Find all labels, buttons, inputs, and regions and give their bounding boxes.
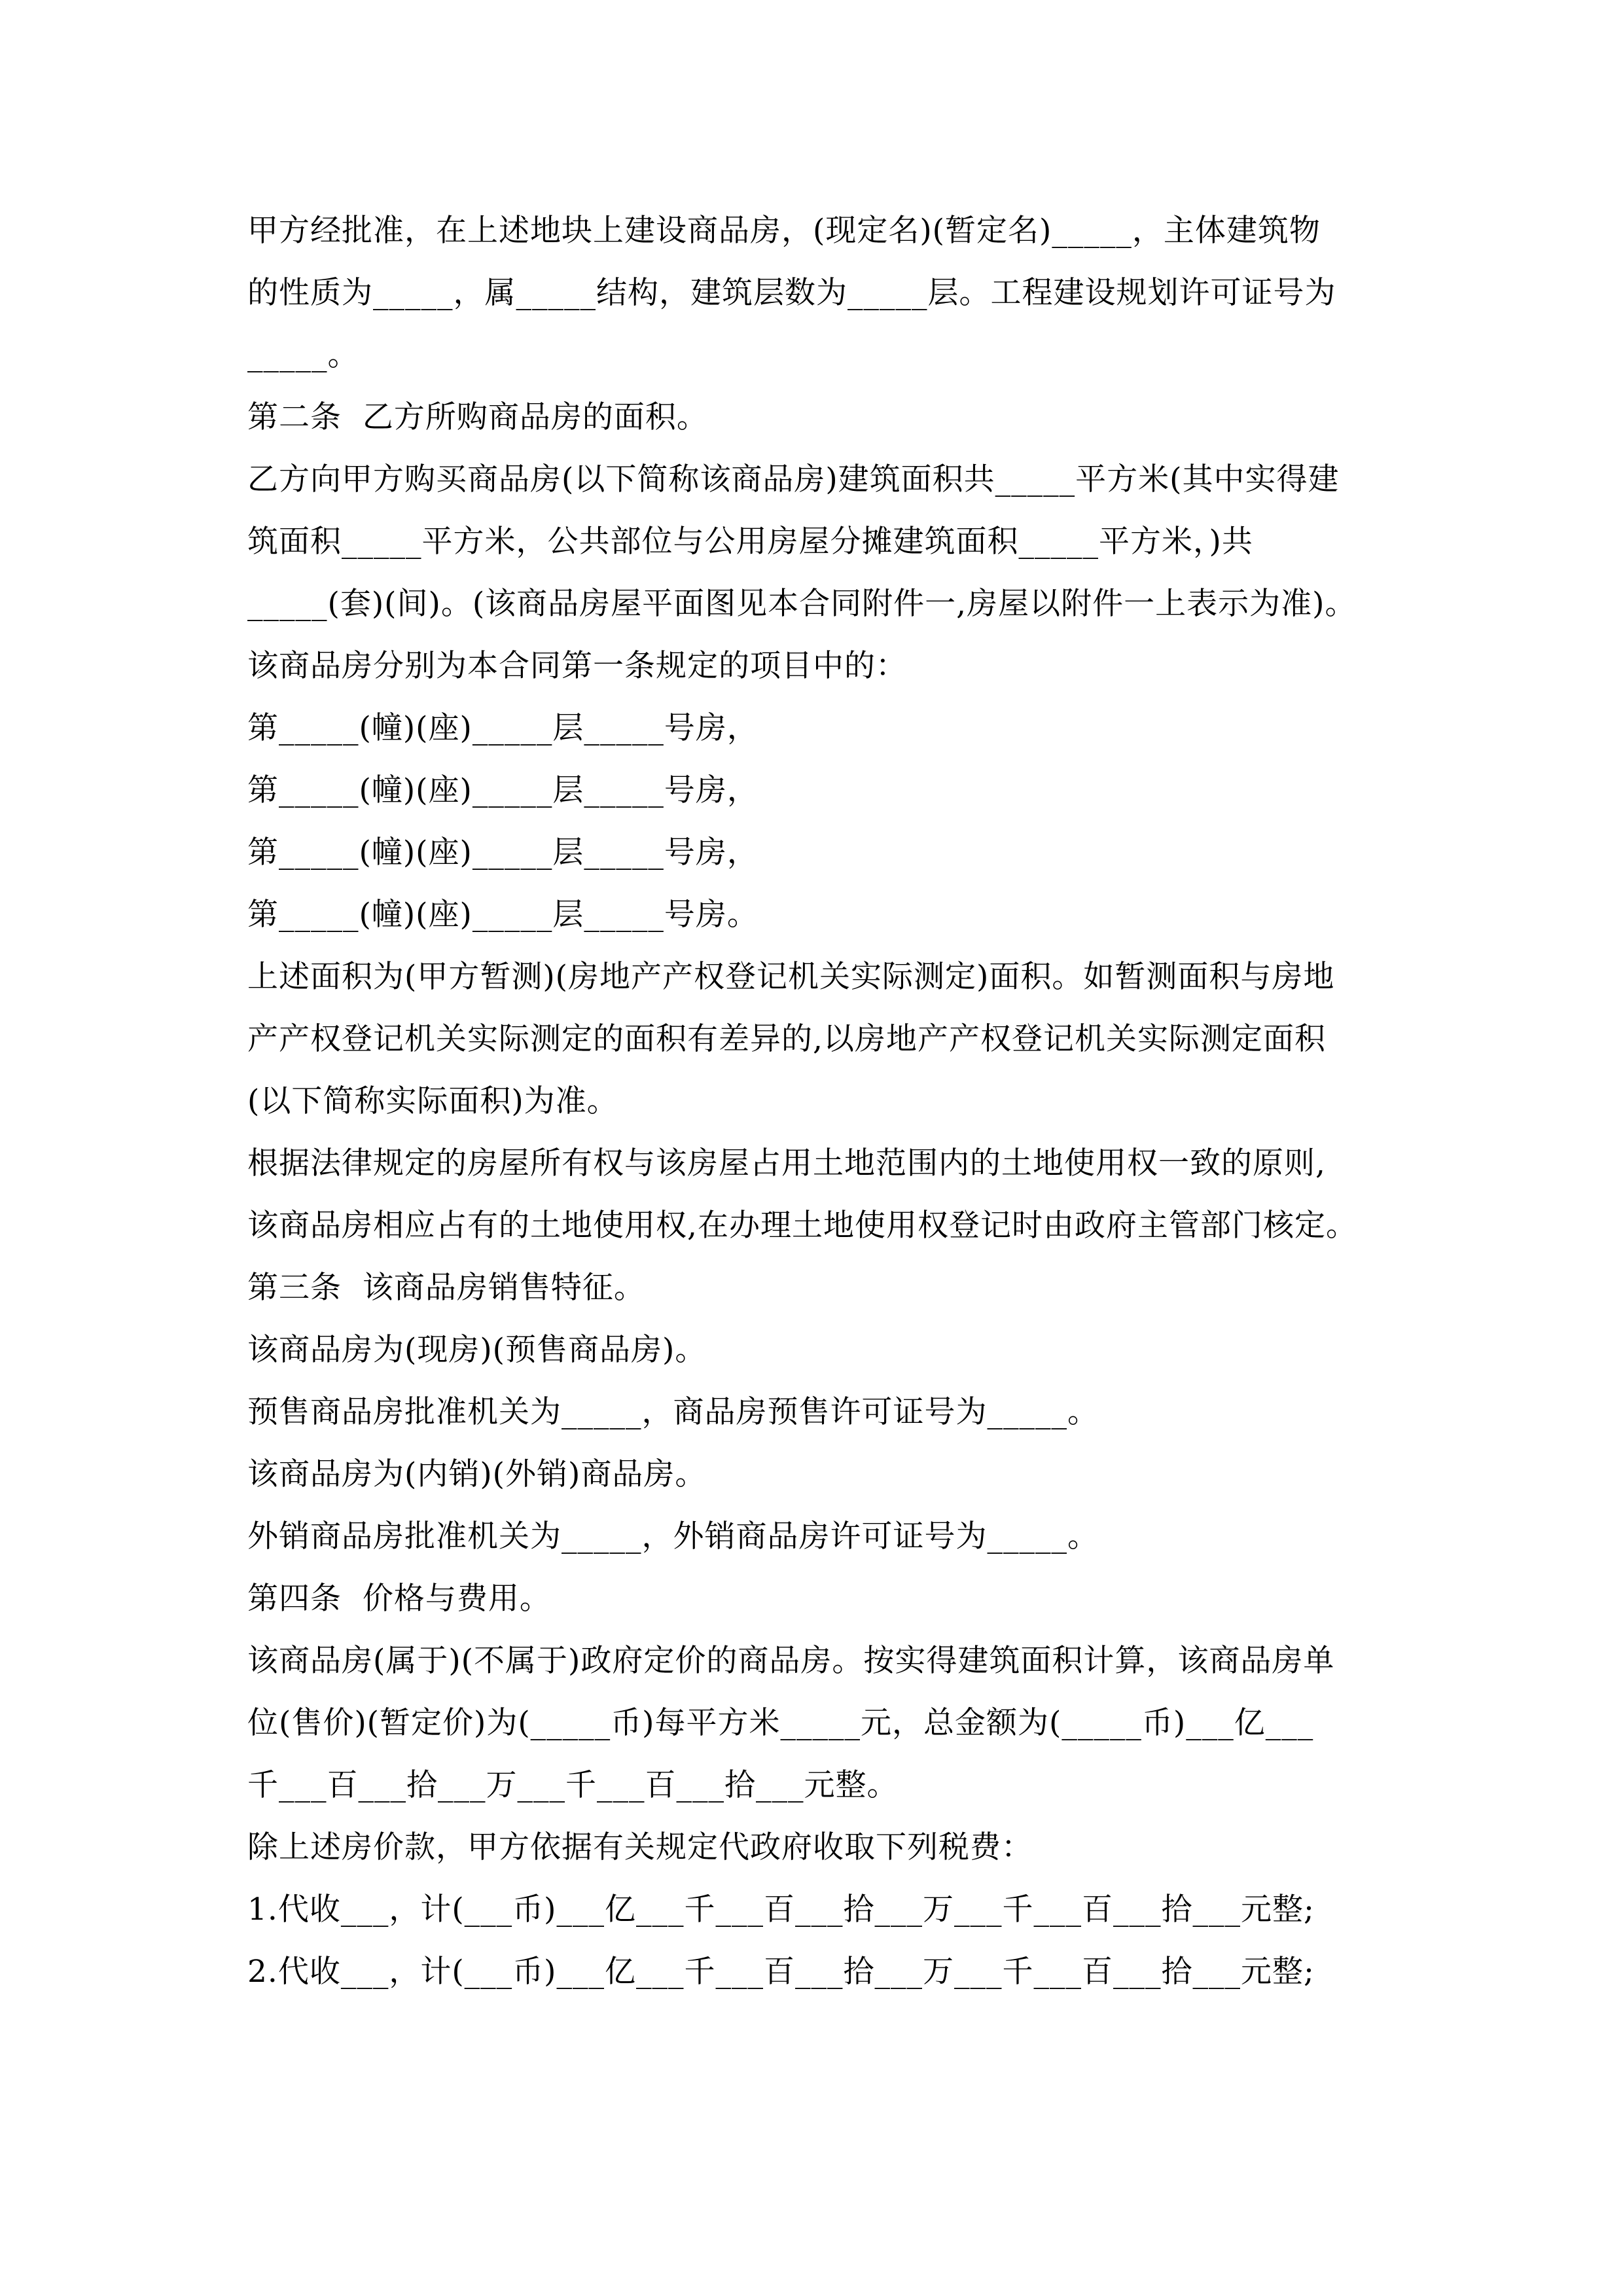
article-heading: 第三条 该商品房销售特征。 — [247, 1270, 645, 1306]
text-line: 第_____(幢)(座)_____层_____号房， — [247, 710, 758, 746]
text-line: 第_____(幢)(座)_____层_____号房， — [247, 772, 758, 808]
text-line: 外销商品房批准机关为_____，外销商品房许可证号为_____。 — [247, 1518, 1099, 1554]
text-line: 的性质为_____，属_____结构，建筑层数为_____层。工程建设规划许可证号为 — [247, 275, 1336, 311]
text-line: 乙方向甲方购买商品房(以下简称该商品房)建筑面积共_____平方米(其中实得建 — [247, 461, 1340, 497]
text-line: _____(套)(间)。(该商品房屋平面图见本合同附件一,房屋以附件一上表示为准)。 — [247, 586, 1357, 622]
text-line: (以下简称实际面积)为准。 — [247, 1083, 618, 1119]
text-line: 该商品房(属于)(不属于)政府定价的商品房。按实得建筑面积计算，该商品房单 — [247, 1643, 1335, 1679]
text-line: 千___百___拾___万___千___百___拾___元整。 — [247, 1767, 899, 1803]
text-line: 根据法律规定的房屋所有权与该房屋占用土地范围内的土地使用权一致的原则, — [247, 1145, 1326, 1181]
article-heading: 第四条 价格与费用。 — [247, 1581, 551, 1617]
text-line: 上述面积为(甲方暂测)(房地产产权登记机关实际测定)面积。如暂测面积与房地 — [247, 959, 1335, 995]
text-line: 甲方经批准，在上述地块上建设商品房，(现定名)(暂定名)_____，主体建筑物 — [247, 213, 1321, 249]
text-line: 第_____(幢)(座)_____层_____号房。 — [247, 897, 758, 933]
text-line: 该商品房分别为本合同第一条规定的项目中的： — [247, 648, 907, 684]
article-heading: 第二条 乙方所购商品房的面积。 — [247, 399, 708, 435]
text-line: 1.代收___，计(___币)___亿___千___百___拾___万___千___百___拾___元整; — [247, 1892, 1315, 1928]
text-line: _____。 — [247, 337, 359, 373]
text-line: 该商品房为(内销)(外销)商品房。 — [247, 1456, 707, 1492]
text-line: 2.代收___，计(___币)___亿___千___百___拾___万___千___百___拾___元整; — [247, 1954, 1315, 1990]
text-line: 该商品房相应占有的土地使用权,在办理土地使用权登记时由政府主管部门核定。 — [247, 1208, 1357, 1244]
text-line: 筑面积_____平方米，公共部位与公用房屋分摊建筑面积_____平方米，)共 — [247, 524, 1253, 560]
text-line: 产产权登记机关实际测定的面积有差异的,以房地产产权登记机关实际测定面积 — [247, 1021, 1326, 1057]
text-line: 该商品房为(现房)(预售商品房)。 — [247, 1332, 707, 1368]
text-line: 除上述房价款，甲方依据有关规定代政府收取下列税费： — [247, 1829, 1033, 1865]
text-line: 预售商品房批准机关为_____，商品房预售许可证号为_____。 — [247, 1394, 1099, 1430]
text-line: 位(售价)(暂定价)为(_____币)每平方米_____元，总金额为(_____币)___亿___ — [247, 1705, 1314, 1741]
text-line: 第_____(幢)(座)_____层_____号房， — [247, 834, 758, 870]
